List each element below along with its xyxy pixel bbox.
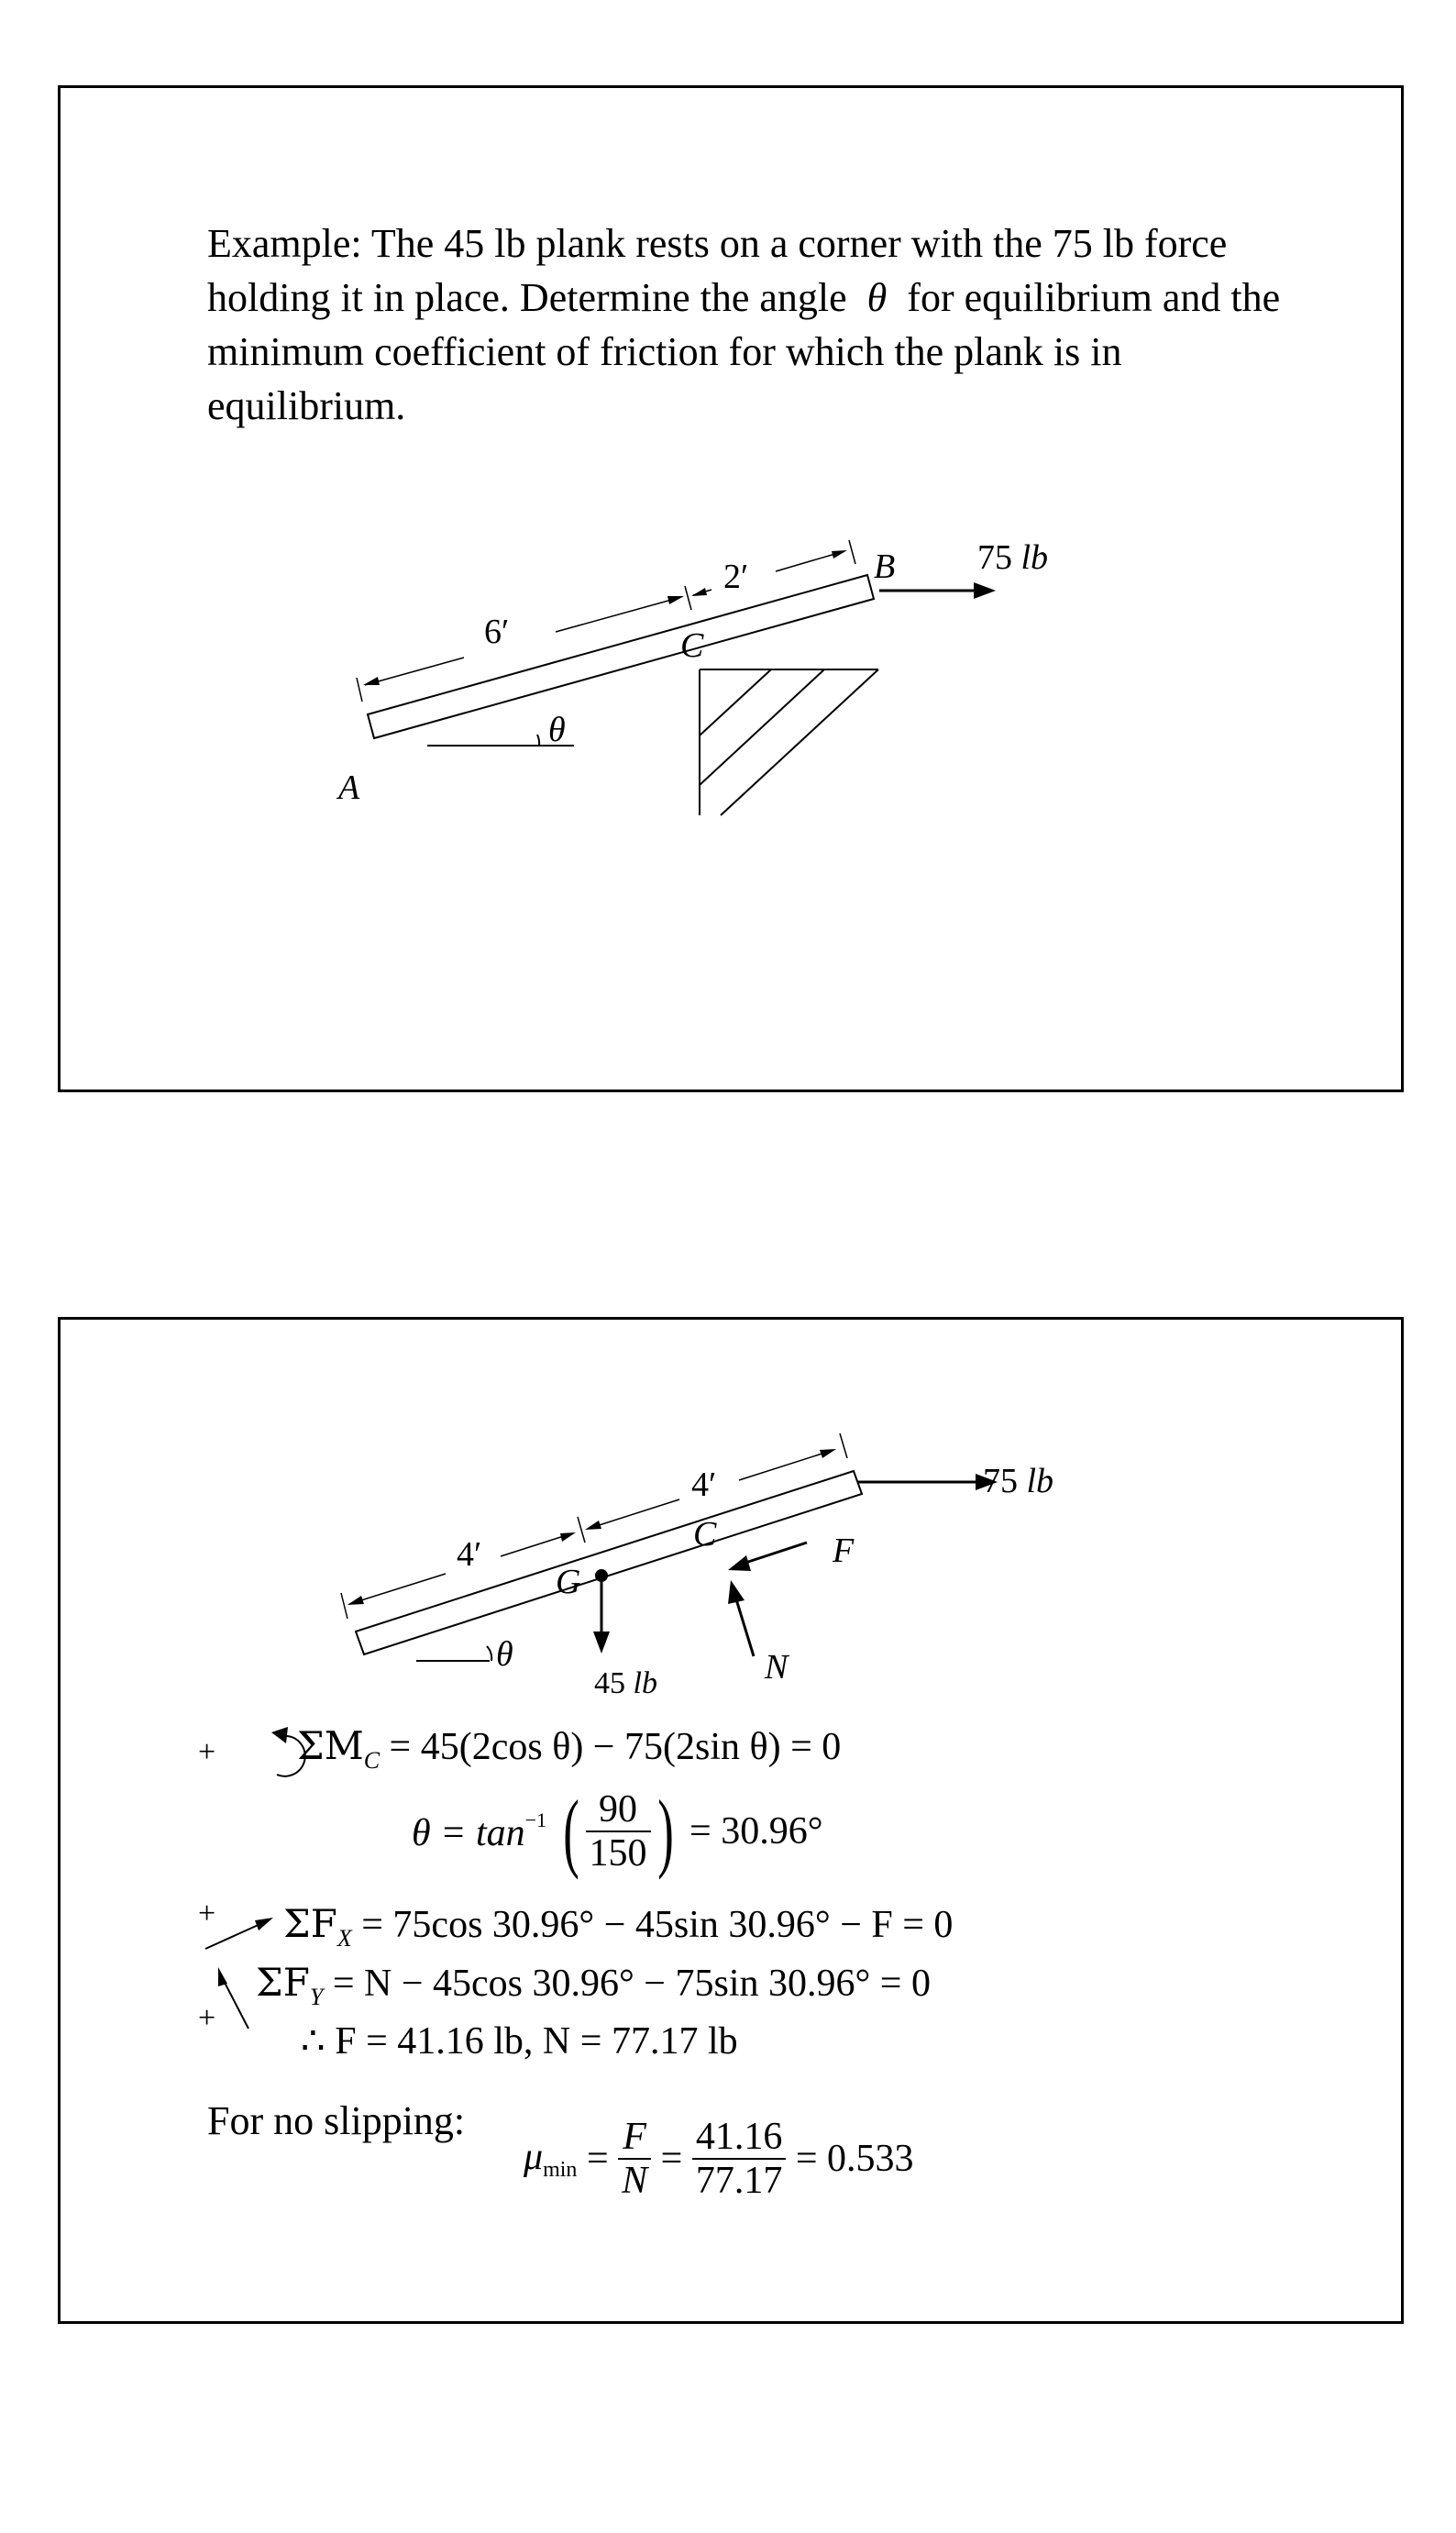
dim-label-right-4ft: 4′ <box>691 1466 717 1504</box>
force-value: 75 <box>977 538 1012 577</box>
force-label-75lb <box>977 538 1048 577</box>
equation-mu-min: μmin = $\frac{F}{N}$ = $\frac{41.16}{77.17}$ = 0.533 <box>524 2116 914 2203</box>
problem-theta: θ <box>866 275 888 320</box>
plank <box>356 1471 862 1654</box>
dim-label-6ft: 6′ <box>484 613 510 651</box>
weight-label <box>594 1666 657 1700</box>
dim-label-2ft: 2′ <box>723 558 749 596</box>
corner-support <box>700 669 878 815</box>
theta-fraction: $\frac{90}{150}$ <box>586 1788 651 1875</box>
friction-arrowhead <box>728 1555 751 1571</box>
normal-force-arrowhead <box>728 1580 745 1604</box>
arrowhead <box>691 588 707 596</box>
equation-sum-fx: $\Sigma F_X = 75\cos$ 30.96° − 45sin 30.96° − F = 0 <box>283 1901 954 1952</box>
arrowhead <box>560 1532 576 1542</box>
weight-unit: lb <box>633 1666 657 1700</box>
moment-lhs: $\Sigma M_C$ <box>297 1723 381 1774</box>
force-label-f: F <box>833 1532 855 1570</box>
weight-arrowhead <box>593 1632 610 1654</box>
point-label-c: C <box>680 626 704 665</box>
moment-plus-sign: + <box>198 1735 216 1769</box>
point-label-b: B <box>874 548 896 586</box>
point-label-c: C <box>693 1515 717 1554</box>
equation-moment <box>297 1723 842 1774</box>
normal-force-arrow <box>736 1599 754 1656</box>
left-paren: ( <box>562 1782 579 1880</box>
force-value: 75 <box>983 1462 1018 1500</box>
moment-rhs: = 45(2cos θ) − 75(2sin θ) = 0 <box>380 1726 842 1768</box>
force-label-n: N <box>765 1648 789 1687</box>
ccw-arrowhead <box>271 1727 288 1743</box>
arrowhead <box>832 550 847 559</box>
mu-fraction-symbolic: $\frac{F}{N}$ <box>618 2116 651 2202</box>
point-label-a: A <box>338 769 360 807</box>
center-of-gravity-dot <box>595 1569 608 1582</box>
fx-arrowhead <box>255 1918 273 1930</box>
force-arrowhead <box>974 582 996 599</box>
arrowhead <box>667 596 684 604</box>
problem-text-prefix: Example: The 45 lb plank rests on a corner with the 75 lb force holding it in place. Determine the angle <box>207 221 1228 320</box>
arrowhead <box>585 1521 601 1530</box>
friction-arrow <box>743 1543 807 1564</box>
plank <box>368 575 874 738</box>
arrowhead <box>347 1596 364 1605</box>
equation-result: ∴ F = 41.16 lb, N = 77.17 lb <box>301 2020 738 2063</box>
force-unit: lb <box>1026 1462 1054 1500</box>
force-label-75lb <box>983 1462 1053 1500</box>
theta-lhs: $\theta = \tan^{-1}$ <box>412 1808 547 1854</box>
mu-rhs: = 0.533 <box>795 2138 914 2181</box>
angle-arc <box>537 735 539 746</box>
fy-rhs: = N − 45cos 30.96° − 75sin 30.96° = 0 <box>323 1963 931 2005</box>
fx-plus-sign: + <box>198 1897 216 1930</box>
force-unit: lb <box>1020 538 1049 577</box>
dim-label-left-4ft: 4′ <box>457 1535 482 1574</box>
fx-rhs: = 75cos 30.96° − 45sin 30.96° − F = 0 <box>351 1904 954 1946</box>
theta-rhs: = 30.96° <box>689 1810 823 1853</box>
angle-label: θ <box>548 711 566 749</box>
mu-lhs: μmin <box>524 2135 578 2182</box>
equation-theta <box>412 1782 823 1880</box>
arrowhead <box>363 677 380 685</box>
mu-fraction-numeric: $\frac{41.16}{77.17}$ <box>692 2116 787 2202</box>
slide-problem <box>58 85 1404 1092</box>
fy-direction-arrow-icon <box>222 1977 248 2029</box>
weight-value: 45 <box>594 1666 625 1700</box>
arrowhead <box>820 1449 836 1458</box>
right-paren: ) <box>656 1782 674 1880</box>
angle-arc <box>487 1646 491 1661</box>
no-slip-label: For no slipping: <box>207 2098 466 2143</box>
fy-arrowhead <box>218 1967 227 1986</box>
angle-label: θ <box>496 1635 513 1674</box>
equation-sum-fy: $\Sigma F_Y = N - 45\cos$ 30.96° − 75sin 30.96° = 0 <box>256 1960 931 2010</box>
slide-solution <box>58 1317 1404 2324</box>
plank-diagram <box>61 88 1406 1095</box>
point-label-g: G <box>556 1563 581 1601</box>
problem-text-suffix: for equilibrium and the minimum coefficient of friction for which the plank is in equilibrium. <box>207 275 1281 428</box>
fy-plus-sign: + <box>198 2001 216 2035</box>
